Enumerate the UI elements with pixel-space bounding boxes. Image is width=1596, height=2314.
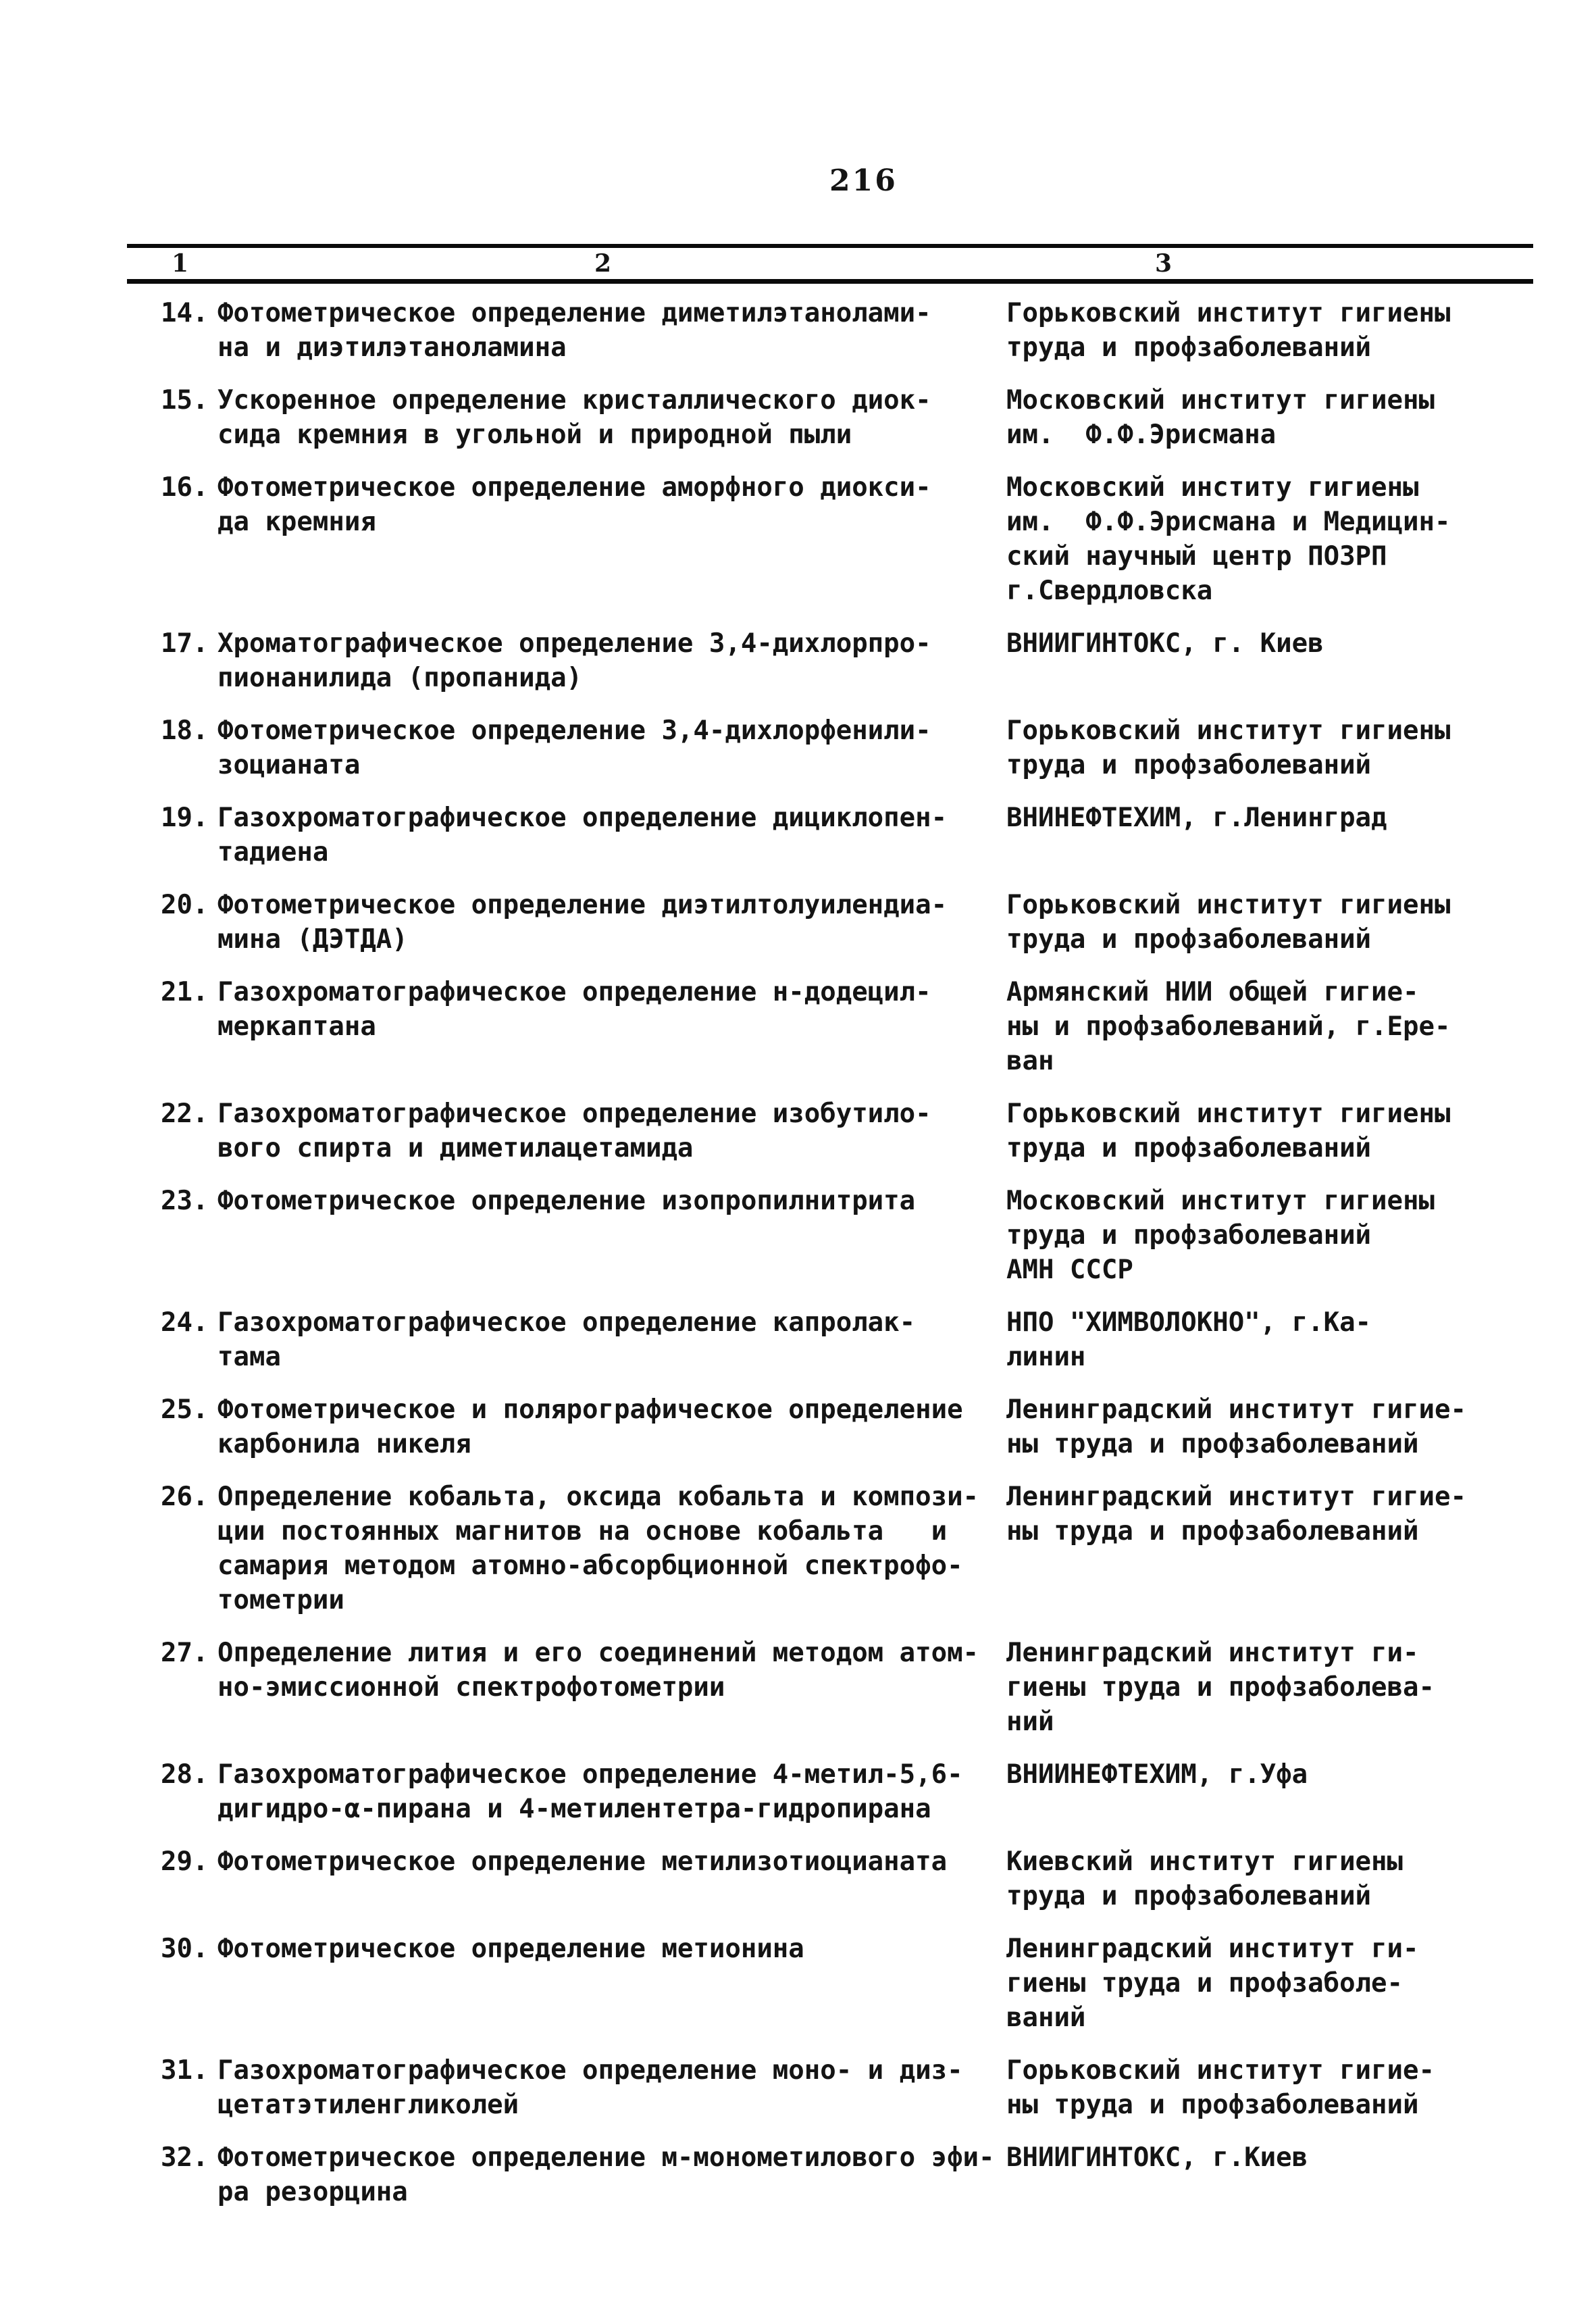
institute-line: линин: [1006, 1342, 1086, 1372]
method-line: тадиена: [217, 837, 329, 867]
table-row: [0, 888, 1596, 957]
method-line: Фотометрическое определение м-монометилового эфи-: [217, 2142, 995, 2173]
method-line: тометрии: [217, 1585, 344, 1615]
method-line: Фотометрическое определение диэтилтолуилендиа-: [217, 890, 948, 920]
method-cell: [217, 1184, 1000, 1287]
institute-line: ВНИИГИНТОКС, г. Киев: [1006, 628, 1324, 659]
method-cell: [217, 888, 1000, 957]
institute-line: ны труда и профзаболеваний: [1006, 1429, 1419, 1459]
table-rows: [0, 296, 1596, 2228]
row-number: 31.: [161, 2055, 209, 2086]
method-line: цетатэтиленгликолей: [217, 2090, 519, 2120]
method-line: самария методом атомно-абсорбционной спектрофо-: [217, 1551, 963, 1581]
method-line: Газохроматографическое определение дициклопен-: [217, 803, 948, 833]
method-line: Фотометрическое и полярографическое определение: [217, 1394, 963, 1425]
institute-line: ний: [1006, 1707, 1054, 1737]
institute-line: ВНИИНЕФТЕХИМ, г.Уфа: [1006, 1759, 1308, 1790]
table-row: [0, 1636, 1596, 1739]
institute-cell: [1006, 296, 1596, 365]
institute-line: ван: [1006, 1046, 1054, 1076]
method-line: Фотометрическое определение метилизотиоцианата: [217, 1846, 948, 1877]
institute-cell: [1006, 1305, 1596, 1374]
institute-cell: [1006, 2053, 1596, 2122]
table-header: [127, 244, 1533, 284]
table-row: [0, 975, 1596, 1078]
institute-line: Горьковский институт гигиены: [1006, 890, 1451, 920]
row-number: 21.: [161, 977, 209, 1007]
method-cell: [217, 1636, 1000, 1739]
method-line: Ускоренное определение кристаллического диок-: [217, 385, 931, 416]
institute-line: Горьковский институт гигиены: [1006, 715, 1451, 746]
institute-line: гиены труда и профзаболева-: [1006, 1672, 1435, 1703]
institute-line: им. Ф.Ф.Эрисмана: [1006, 420, 1277, 450]
method-cell: [217, 1480, 1000, 1617]
table-row: [0, 383, 1596, 452]
table-row: [0, 1392, 1596, 1461]
method-cell: [217, 713, 1000, 782]
method-line: да кремния: [217, 507, 376, 537]
table-row: [0, 801, 1596, 870]
institute-cell: [1006, 2140, 1596, 2209]
method-cell: [217, 626, 1000, 695]
institute-cell: [1006, 1184, 1596, 1287]
method-cell: [217, 383, 1000, 452]
institute-line: гиены труда и профзаболе-: [1006, 1968, 1403, 1998]
method-cell: [217, 1305, 1000, 1374]
institute-line: им. Ф.Ф.Эрисмана и Медицин-: [1006, 507, 1451, 537]
institute-cell: [1006, 1097, 1596, 1165]
method-cell: [217, 1757, 1000, 1826]
method-line: Фотометрическое определение аморфного диокси-: [217, 472, 931, 503]
institute-cell: [1006, 1480, 1596, 1617]
institute-line: труда и профзаболеваний: [1006, 1881, 1372, 1911]
row-number: 14.: [161, 298, 209, 328]
institute-line: Армянский НИИ общей гигие-: [1006, 977, 1419, 1007]
table-row: [0, 2140, 1596, 2209]
method-line: Определение кобальта, оксида кобальта и компози-: [217, 1482, 979, 1512]
institute-line: труда и профзаболеваний: [1006, 750, 1372, 780]
method-line: Газохроматографическое определение изобутило-: [217, 1099, 931, 1129]
row-number: 16.: [161, 472, 209, 503]
institute-line: АМН СССР: [1006, 1255, 1133, 1285]
row-number: 24.: [161, 1307, 209, 1338]
method-line: Газохроматографическое определение капролак-: [217, 1307, 916, 1338]
row-number: 25.: [161, 1394, 209, 1425]
method-cell: [217, 1392, 1000, 1461]
row-number: 29.: [161, 1846, 209, 1877]
institute-line: Московский институт гигиены: [1006, 1186, 1435, 1216]
method-line: Фотометрическое определение диметилэтанолами-: [217, 298, 931, 328]
row-number: 32.: [161, 2142, 209, 2173]
institute-cell: [1006, 975, 1596, 1078]
institute-cell: [1006, 1757, 1596, 1826]
institute-line: Горьковский институт гигиены: [1006, 298, 1451, 328]
method-line: но-эмиссионной спектрофотометрии: [217, 1672, 725, 1703]
institute-line: Ленинградский институт ги-: [1006, 1638, 1419, 1668]
table-row: [0, 1305, 1596, 1374]
institute-line: труда и профзаболеваний: [1006, 1133, 1372, 1163]
institute-line: труда и профзаболеваний: [1006, 1220, 1372, 1251]
institute-cell: [1006, 1392, 1596, 1461]
institute-line: ны труда и профзаболеваний: [1006, 2090, 1419, 2120]
institute-cell: [1006, 626, 1596, 695]
institute-cell: [1006, 713, 1596, 782]
method-line: мина (ДЭТДА): [217, 924, 408, 955]
column-header-1: 1: [172, 249, 189, 278]
institute-line: ский научный центр ПОЗРП: [1006, 541, 1387, 572]
row-number: 28.: [161, 1759, 209, 1790]
institute-line: Киевский институт гигиены: [1006, 1846, 1403, 1877]
table-row: [0, 296, 1596, 365]
row-number: 27.: [161, 1638, 209, 1668]
institute-line: Московский институ гигиены: [1006, 472, 1419, 503]
table-row: [0, 1932, 1596, 2035]
institute-cell: [1006, 470, 1596, 608]
institute-cell: [1006, 1844, 1596, 1913]
method-cell: [217, 801, 1000, 870]
method-line: карбонила никеля: [217, 1429, 471, 1459]
row-number: 26.: [161, 1482, 209, 1512]
institute-line: Горьковский институт гигие-: [1006, 2055, 1435, 2086]
institute-line: ВНИНЕФТЕХИМ, г.Ленинград: [1006, 803, 1387, 833]
method-cell: [217, 1097, 1000, 1165]
row-number: 19.: [161, 803, 209, 833]
method-line: Фотометрическое определение метионина: [217, 1934, 804, 1964]
method-line: Газохроматографическое определение н-додецил-: [217, 977, 931, 1007]
method-cell: [217, 975, 1000, 1078]
method-cell: [217, 1932, 1000, 2035]
institute-line: труда и профзаболеваний: [1006, 924, 1372, 955]
row-number: 30.: [161, 1934, 209, 1964]
institute-line: ны и профзаболеваний, г.Ере-: [1006, 1011, 1451, 1042]
method-line: тама: [217, 1342, 281, 1372]
method-line: ции постоянных магнитов на основе кобальта и: [217, 1516, 948, 1546]
method-line: дигидро-α-пирана и 4-метилентетра-гидропирана: [217, 1794, 931, 1824]
page-number: 216: [829, 164, 898, 198]
table-row: [0, 1480, 1596, 1617]
row-number: 20.: [161, 890, 209, 920]
method-line: Фотометрическое определение 3,4-дихлорфенили-: [217, 715, 931, 746]
table-row: [0, 1184, 1596, 1287]
row-number: 15.: [161, 385, 209, 416]
institute-cell: [1006, 1636, 1596, 1739]
institute-line: Московский институт гигиены: [1006, 385, 1435, 416]
table-row: [0, 713, 1596, 782]
method-line: пионанилида (пропанида): [217, 663, 583, 693]
method-cell: [217, 2053, 1000, 2122]
method-line: Определение лития и его соединений методом атом-: [217, 1638, 979, 1668]
institute-line: труда и профзаболеваний: [1006, 332, 1372, 363]
institute-line: ваний: [1006, 2003, 1086, 2033]
method-line: Газохроматографическое определение моно- и диз-: [217, 2055, 963, 2086]
institute-line: г.Свердловска: [1006, 576, 1213, 606]
institute-line: НПО "ХИМВОЛОКНО", г.Ка-: [1006, 1307, 1372, 1338]
method-line: на и диэтилэтаноламина: [217, 332, 567, 363]
institute-line: Ленинградский институт гигие-: [1006, 1482, 1466, 1512]
column-header-3: 3: [1155, 249, 1173, 278]
table-row: [0, 2053, 1596, 2122]
method-line: вого спирта и диметилацетамида: [217, 1133, 694, 1163]
institute-line: Ленинградский институт ги-: [1006, 1934, 1419, 1964]
table-row: [0, 626, 1596, 695]
institute-line: Горьковский институт гигиены: [1006, 1099, 1451, 1129]
method-cell: [217, 296, 1000, 365]
method-cell: [217, 1844, 1000, 1913]
column-header-2: 2: [594, 249, 612, 278]
table-row: [0, 1097, 1596, 1165]
institute-cell: [1006, 383, 1596, 452]
institute-cell: [1006, 888, 1596, 957]
institute-line: Ленинградский институт гигие-: [1006, 1394, 1466, 1425]
method-cell: [217, 2140, 1000, 2209]
method-line: сида кремния в угольной и природной пыли: [217, 420, 852, 450]
method-line: Фотометрическое определение изопропилнитрита: [217, 1186, 916, 1216]
institute-cell: [1006, 1932, 1596, 2035]
row-number: 18.: [161, 715, 209, 746]
method-line: меркаптана: [217, 1011, 376, 1042]
table-row: [0, 1844, 1596, 1913]
institute-line: ны труда и профзаболеваний: [1006, 1516, 1419, 1546]
institute-line: ВНИИГИНТОКС, г.Киев: [1006, 2142, 1308, 2173]
method-line: Газохроматографическое определение 4-метил-5,6-: [217, 1759, 963, 1790]
row-number: 17.: [161, 628, 209, 659]
table-row: [0, 1757, 1596, 1826]
row-number: 23.: [161, 1186, 209, 1216]
method-cell: [217, 470, 1000, 608]
method-line: ра резорцина: [217, 2177, 408, 2207]
table-row: [0, 470, 1596, 608]
institute-cell: [1006, 801, 1596, 870]
method-line: зоцианата: [217, 750, 361, 780]
row-number: 22.: [161, 1099, 209, 1129]
method-line: Хроматографическое определение 3,4-дихлорпро-: [217, 628, 931, 659]
